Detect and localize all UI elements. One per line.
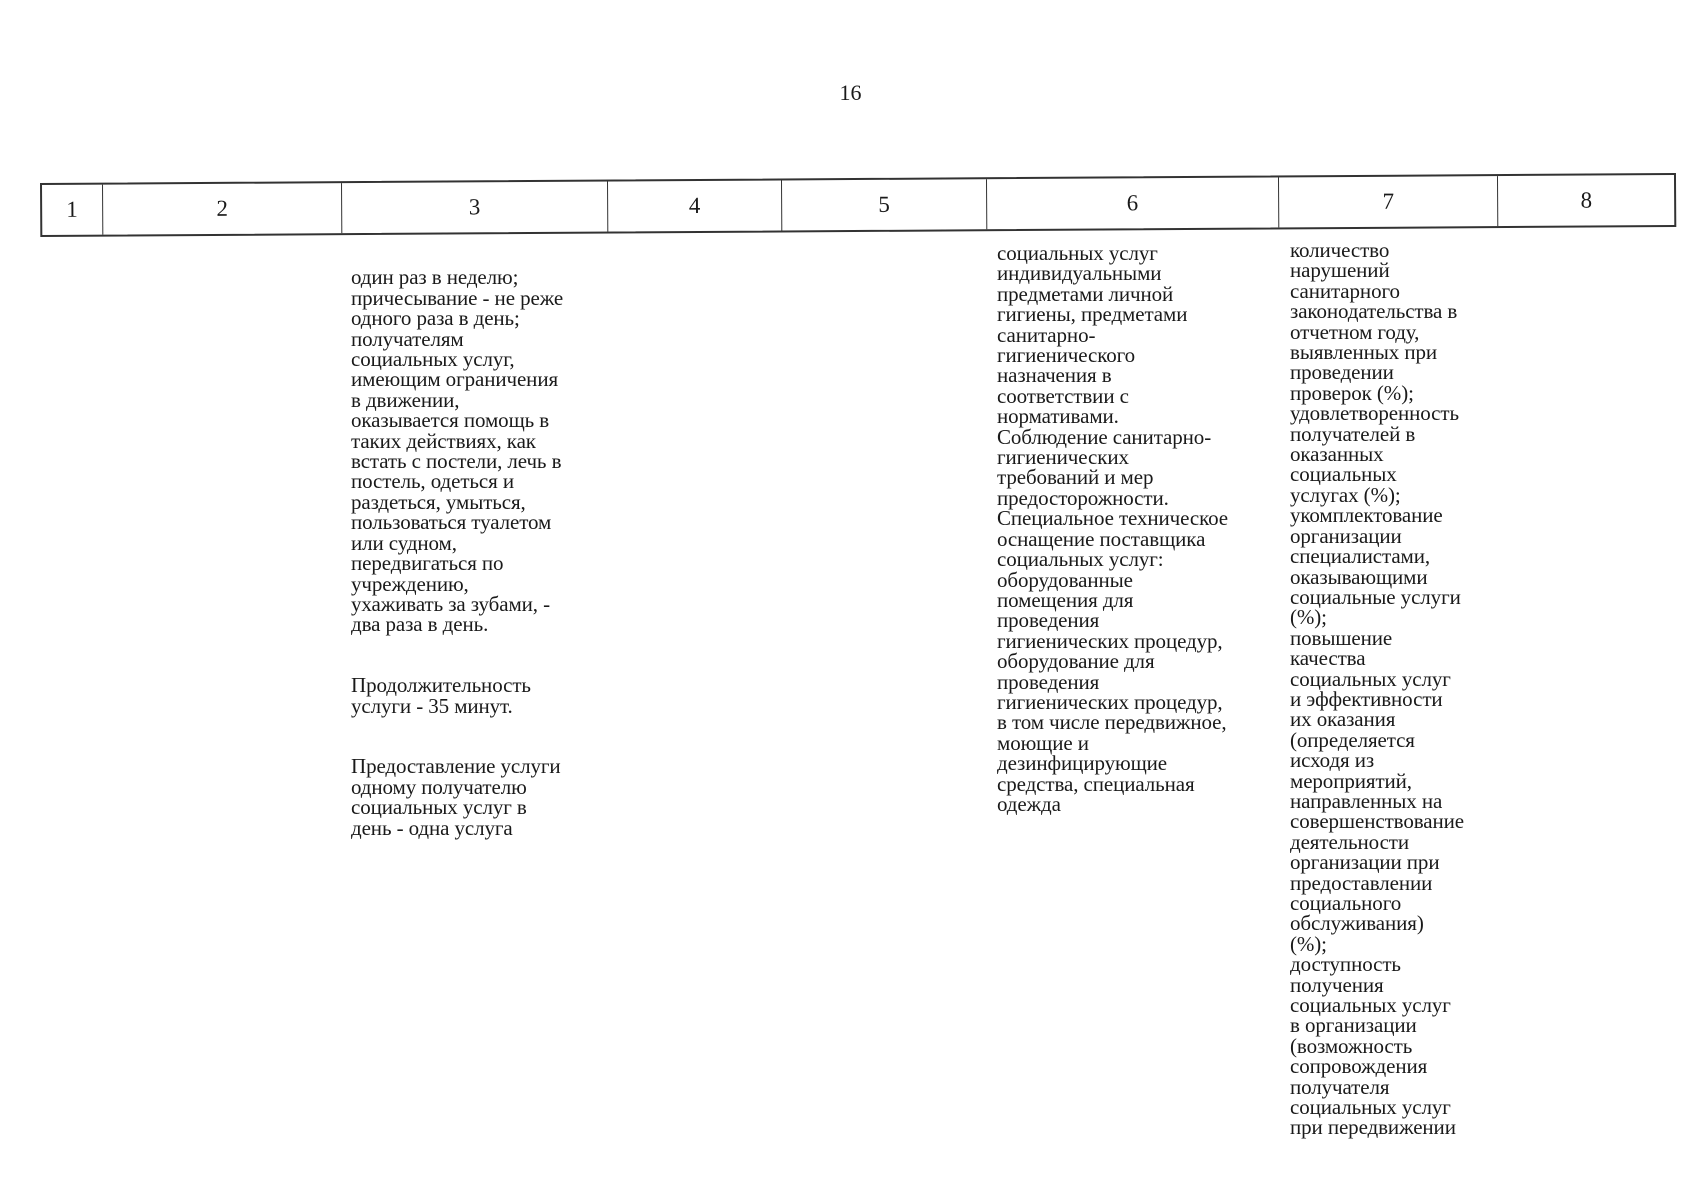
service-duration-paragraph: Продолжительность услуги - 35 минут. [351,673,531,718]
column-number-7: 7 [1279,176,1499,227]
column-6-text: социальных услуг индивидуальными предметами личной гигиены, предметами санитарно- гигиенического назначения в соответствии с нормативами. Соблюдение санитарно- гигиенических требований и мер предосторожности. Специальное техническое оснащение поставщика социальных услуг: оборудованные помещения для проведения гигиенических процедур, оборудование для проведения гигиенических процедур, в том числе передвижное, моющие и дезинфицирующие средства, специальная одежда [997,241,1229,816]
column-number-1: 1 [42,185,103,235]
column-number-3: 3 [342,182,608,234]
column-3-text [351,247,621,878]
page-number: 16 [839,80,862,105]
service-provision-paragraph: Предоставление услуги одному получателю социальных услуг в день - одна услуга [351,754,561,840]
column-number-5: 5 [782,179,987,230]
column-number-4: 4 [608,180,783,231]
column-number-6: 6 [987,177,1280,229]
table-header-row [40,173,1676,237]
column-number-2: 2 [103,183,343,234]
column-7-text: количество нарушений санитарного законодательства в отчетном году, выявленных при проведении проверок (%); удовлетворенность получателей в оказанных социальных услугах (%); укомплектование организации специалистами, оказывающими социальные услуги (%); повышение качества социальных услуг и эффективности их оказания (определяется исходя из мероприятий, направленных на совершенствование деятельности организации при предоставлении социального обслуживания) (%); доступность получения социальных услуг в организации (возможность сопровождения получателя социальных услуг при передвижении [1290,238,1464,1140]
column-number-8: 8 [1580,187,1593,213]
service-frequency-paragraph: один раз в неделю; причесывание - не реже одного раза в день; получателям социальных услуг, имеющим ограничения в движении, оказывается помощь в таких действиях, как встать с постели, лечь в постель, одеться и раздеться, умыться, пользоваться туалетом или судном, передвигаться по учреждению, ухаживать за зубами, - два раза в день. [351,265,564,637]
